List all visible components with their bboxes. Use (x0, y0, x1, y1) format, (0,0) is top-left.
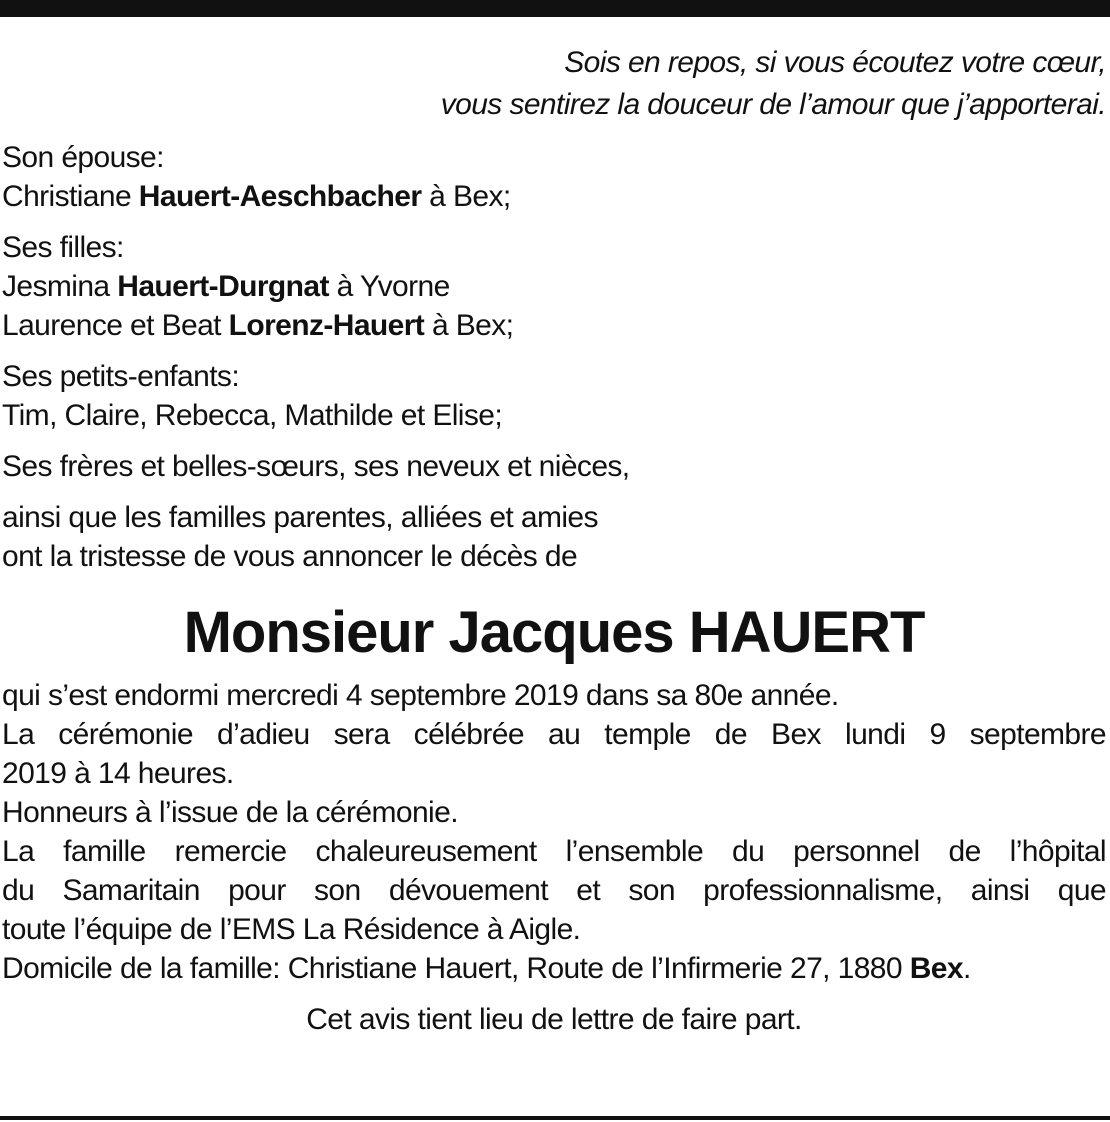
bottom-rule (0, 1116, 1110, 1120)
spouse-heading: Son épouse: (2, 141, 164, 174)
spouse-place: à Bex; (421, 180, 511, 213)
grandchildren-heading: Ses petits-enfants: (2, 360, 240, 393)
domicile-address: Domicile de la famille: Christiane Hauert, Route de l’Infirmerie 27, 1880 (2, 952, 910, 985)
honours-line: Honneurs à l’issue de la cérémonie. (2, 796, 458, 829)
grandchildren-names: Tim, Claire, Rebecca, Mathilde et Elise; (2, 399, 503, 432)
daughter-2-first-name: Laurence et Beat (2, 309, 229, 342)
families-line-2: ont la tristesse de vous annoncer le décès de (2, 540, 578, 573)
spouse-line (2, 177, 1106, 216)
closing-line: Cet avis tient lieu de lettre de faire part. (306, 1003, 802, 1036)
epigraph (2, 42, 1106, 126)
ceremony-line-2: 2019 à 14 heures. (2, 757, 234, 790)
thanks-line-1: La famille remercie chaleureusement l’ensemble du personnel de l’hôpital (2, 835, 1106, 868)
daughter-1-surname: Hauert-Durgnat (117, 270, 329, 303)
spouse-surname: Hauert-Aeschbacher (138, 180, 422, 213)
siblings-line: Ses frères et belles-sœurs, ses neveux et nièces, (2, 450, 630, 483)
daughter-1-first-name: Jesmina (2, 270, 118, 303)
deceased-name: Monsieur Jacques HAUERT (183, 600, 925, 665)
families-line-1: ainsi que les familles parentes, alliées et amies (2, 501, 598, 534)
domicile-end: . (962, 952, 971, 985)
domicile-town: Bex (909, 952, 963, 985)
grandchildren-block (2, 357, 1106, 435)
domicile-line (2, 949, 1106, 988)
spouse-first-name: Christiane (2, 180, 139, 213)
daughter-2-place: à Bex; (424, 309, 514, 342)
thanks-line-2: du Samaritain pour son dévouement et son professionnalisme, ainsi que (2, 874, 1106, 907)
daughter-2-surname: Lorenz-Hauert (228, 309, 425, 342)
spouse-block (2, 138, 1106, 216)
families-block (2, 498, 1106, 576)
ceremony-line-1: La cérémonie d’adieu sera célébrée au temple de Bex lundi 9 septembre (2, 718, 1106, 751)
death-line: qui s’est endormi mercredi 4 septembre 2019 dans sa 80e année. (2, 679, 839, 712)
thanks-line-3: toute l’équipe de l’EMS La Résidence à Aigle. (2, 913, 581, 946)
daughters-block (2, 228, 1106, 345)
daughters-heading: Ses filles: (2, 231, 124, 264)
details-block (2, 676, 1106, 988)
top-rule (0, 0, 1110, 17)
epigraph-line-2: vous sentirez la douceur de l’amour que j’apporterai. (440, 88, 1106, 121)
daughter-1-place: à Yvorne (328, 270, 450, 303)
daughter-1-line (2, 267, 1106, 306)
obituary-notice (2, 42, 1106, 1039)
epigraph-line-1: Sois en repos, si vous écoutez votre cœur, (564, 46, 1106, 79)
daughter-2-line (2, 306, 1106, 345)
